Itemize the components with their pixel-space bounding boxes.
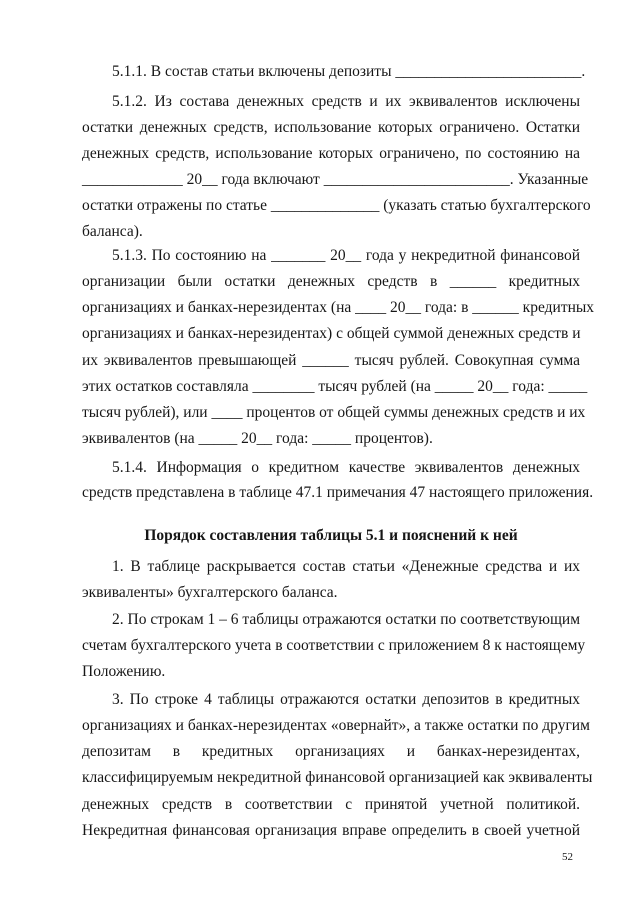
item-3-line: 3. По строке 4 таблицы отражаются остатки депозитов в кредитных <box>112 691 580 708</box>
item-3-line: депозитам в кредитных организациях и банках-нерезидентах, <box>82 743 580 760</box>
paragraph-5-1-2-line: баланса). <box>82 223 143 240</box>
item-3-line: Некредитная финансовая организация вправе определить в своей учетной <box>82 822 580 839</box>
paragraph-5-1-3-line: организациях и банках-нерезидентах (на ____ 20__ года: в ______ кредитных <box>82 299 595 316</box>
paragraph-5-1-3-line: эквивалентов (на _____ 20__ года: _____ процентов). <box>82 430 433 447</box>
item-2-line: счетам бухгалтерского учета в соответствии с приложением 8 к настоящему <box>82 637 586 654</box>
paragraph-5-1-2-line: денежных средств, использование которых ограничено, по состоянию на <box>82 145 580 162</box>
item-3-line: классифицируемым некредитной финансовой организацией как эквиваленты <box>82 769 593 786</box>
paragraph-5-1-2-line: остатки денежных средств, использование которых ограничено. Остатки <box>82 119 580 136</box>
item-3-line: организациях и банках-нерезидентах «овернайт», а также остатки по другим <box>82 717 590 734</box>
paragraph-5-1-3-line: организации были остатки денежных средств в ______ кредитных <box>82 273 580 290</box>
paragraph-5-1-3-line: этих остатков составляла ________ тысяч рублей (на _____ 20__ года: _____ <box>82 378 588 395</box>
paragraph-5-1-2-line: остатки отражены по статье ______________ (указать статью бухгалтерского <box>82 197 591 214</box>
paragraph-5-1-3-line: их эквивалентов превышающей ______ тысяч рублей. Совокупная сумма <box>82 352 580 369</box>
paragraph-5-1-2-line: 5.1.2. Из состава денежных средств и их эквивалентов исключены <box>112 93 580 110</box>
paragraph-5-1-3-line: 5.1.3. По состоянию на _______ 20__ года у некредитной финансовой <box>112 247 580 264</box>
item-2-line: 2. По строкам 1 – 6 таблицы отражаются остатки по соответствующим <box>112 611 580 628</box>
section-heading: Порядок составления таблицы 5.1 и пояснений к ней <box>144 527 518 544</box>
paragraph-5-1-4-line: 5.1.4. Информация о кредитном качестве эквивалентов денежных <box>112 459 580 476</box>
paragraph-5-1-3-line: тысяч рублей), или ____ процентов от общей суммы денежных средств и их <box>82 404 586 421</box>
paragraph-5-1-2-line: _____________ 20__ года включают ________________________. Указанные <box>82 171 589 188</box>
paragraph-5-1-1-line: 5.1.1. В состав статьи включены депозиты ________________________. <box>112 63 586 80</box>
item-1-line: 1. В таблице раскрывается состав статьи «Денежные средства и их <box>112 558 580 575</box>
item-3-line: денежных средств в соответствии с принятой учетной политикой. <box>82 796 580 813</box>
item-2-line: Положению. <box>82 663 166 680</box>
paragraph-5-1-3-line: организациях и банках-нерезидентах) с общей суммой денежных средств и <box>82 325 581 342</box>
page-number: 52 <box>562 851 573 863</box>
item-1-line: эквиваленты» бухгалтерского баланса. <box>82 584 338 601</box>
paragraph-5-1-4-line: средств представлена в таблице 47.1 примечания 47 настоящего приложения. <box>82 484 594 501</box>
